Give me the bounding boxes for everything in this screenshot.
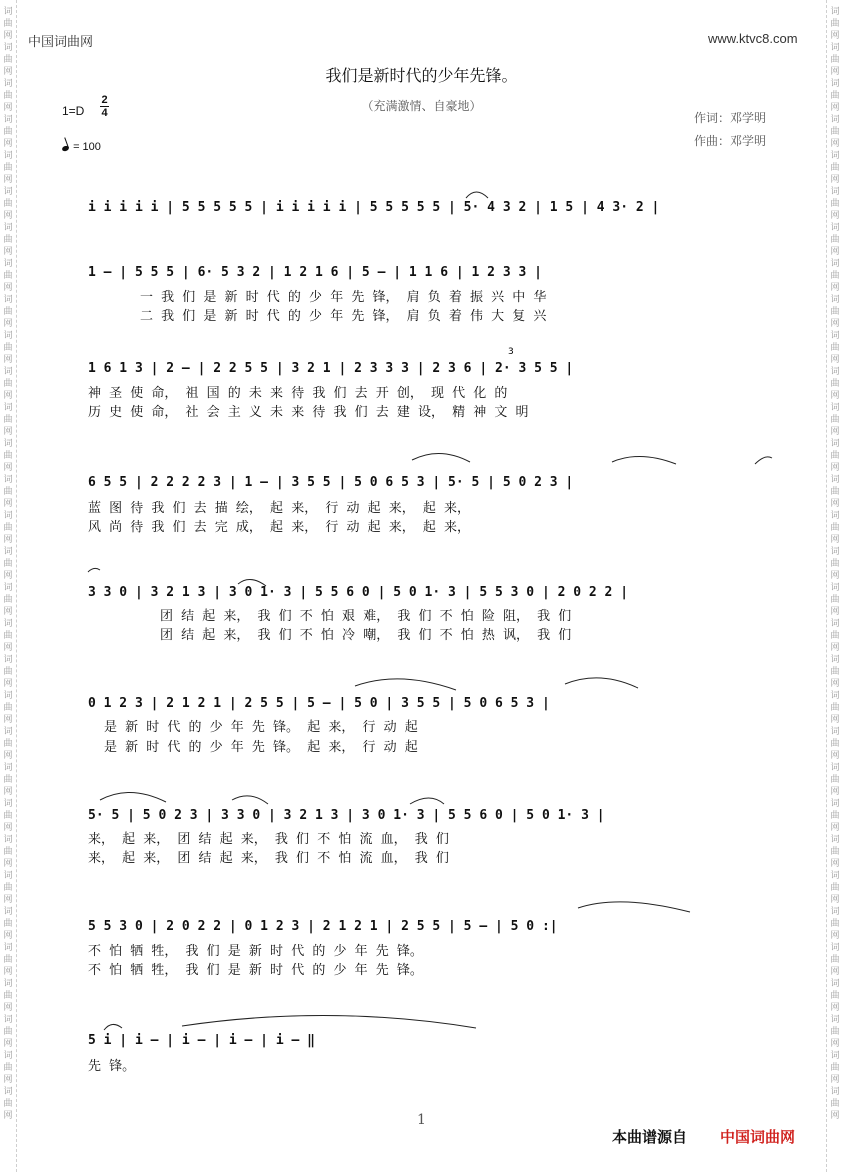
lyricist-credit: 作词：邓学明 <box>694 111 767 125</box>
source-label: 本曲谱源自 <box>612 1128 688 1146</box>
triplet-mark: 3 <box>508 347 514 357</box>
system-5-lyric-1: 团 结 起 来， 我 们 不 怕 艰 难， 我 们 不 怕 险 阻， 我 们 <box>160 609 572 624</box>
slur-mark <box>578 902 690 912</box>
slur-mark <box>612 456 676 464</box>
slur-mark <box>104 1024 122 1030</box>
right-watermark-text: 词曲网词曲网词曲网词曲网词曲网词曲网词曲网词曲网词曲网词曲网词曲网词曲网词曲网词曲网词曲网词曲网词曲网词曲网词曲网词曲网词曲网词曲网词曲网词曲网词曲网词曲网词曲网词曲网词曲网词曲网词曲网 <box>830 7 840 1121</box>
system-2-notes: 1 – | 5 5 5 | 6· 5 3 2 | 1 2 1 6 | 5 – | 1 1 6 | 1 2 3 3 | <box>88 265 542 280</box>
key-signature: 1=D <box>62 104 85 118</box>
system-8-lyric-2: 不 怕 牺 牲， 我 们 是 新 时 代 的 少 年 先 锋。 <box>88 963 423 978</box>
system-6-lyric-2: 是 新 时 代 的 少 年 先 锋。 起 来， 行 动 起 <box>104 740 418 755</box>
page-number: 1 <box>417 1112 426 1128</box>
system-5-lyric-2: 团 结 起 来， 我 们 不 怕 冷 嘲， 我 们 不 怕 热 讽， 我 们 <box>160 628 572 643</box>
system-2-lyric-2: 二 我 们 是 新 时 代 的 少 年 先 锋， 肩 负 着 伟 大 复 兴 <box>140 309 547 324</box>
system-7-lyric-2: 来， 起 来， 团 结 起 来， 我 们 不 怕 流 血， 我 们 <box>88 851 449 866</box>
song-subtitle: （充满激情、自豪地） <box>361 99 482 113</box>
system-9-notes: 5 i | i – | i – | i – | i – ‖ <box>88 1033 315 1048</box>
slur-mark <box>355 679 456 690</box>
system-9-lyric-1: 先 锋。 <box>88 1059 136 1074</box>
site-name: 中国词曲网 <box>28 35 94 50</box>
system-5-notes: 3 3 0 | 3 2 1 3 | 3 0 1· 3 | 5 5 6 0 | 5 0 1· 3 | 5 5 3 0 | 2 0 2 2 | <box>88 585 629 600</box>
time-denominator: 4 <box>101 107 108 119</box>
slur-mark <box>755 457 772 464</box>
system-4-lyric-1: 蓝 图 待 我 们 去 描 绘， 起 来， 行 动 起 来， 起 来， <box>88 501 470 516</box>
slur-mark <box>88 568 100 572</box>
system-7-notes: 5· 5 | 5 0 2 3 | 3 3 0 | 3 2 1 3 | 3 0 1· 3 | 5 5 6 0 | 5 0 1· 3 | <box>88 808 605 823</box>
system-7-lyric-1: 来， 起 来， 团 结 起 来， 我 们 不 怕 流 血， 我 们 <box>88 832 449 847</box>
system-1-notes: i i i i i | 5 5 5 5 5 | i i i i i | 5 5 5 5 5 | 5· 4 3 2 | 1 5 | 4 3· 2 | <box>88 200 660 215</box>
system-6-lyric-1: 是 新 时 代 的 少 年 先 锋。 起 来， 行 动 起 <box>104 720 418 735</box>
system-2-lyric-1: 一 我 们 是 新 时 代 的 少 年 先 锋， 肩 负 着 振 兴 中 华 <box>140 290 547 305</box>
system-6-notes: 0 1 2 3 | 2 1 2 1 | 2 5 5 | 5 – | 5 0 | 3 5 5 | 5 0 6 5 3 | <box>88 696 550 711</box>
composer-credit: 作曲：邓学明 <box>694 134 767 148</box>
system-4-lyric-2: 风 尚 待 我 们 去 完 成， 起 来， 行 动 起 来， 起 来， <box>88 520 470 535</box>
slur-mark <box>100 792 166 802</box>
time-numerator: 2 <box>101 94 108 106</box>
slur-mark <box>182 1015 476 1028</box>
slur-mark <box>466 192 488 198</box>
tempo-value: = 100 <box>73 141 101 153</box>
system-8-lyric-1: 不 怕 牺 牲， 我 们 是 新 时 代 的 少 年 先 锋。 <box>88 944 423 959</box>
system-8-notes: 5 5 3 0 | 2 0 2 2 | 0 1 2 3 | 2 1 2 1 | 2 5 5 | 5 – | 5 0 :| <box>88 919 558 934</box>
slur-mark <box>232 796 268 804</box>
left-watermark-text: 词曲网词曲网词曲网词曲网词曲网词曲网词曲网词曲网词曲网词曲网词曲网词曲网词曲网词曲网词曲网词曲网词曲网词曲网词曲网词曲网词曲网词曲网词曲网词曲网词曲网词曲网词曲网词曲网词曲网词曲网词曲网 <box>3 7 13 1121</box>
source-site-link[interactable]: 中国词曲网 <box>720 1128 796 1146</box>
system-4-notes: 6 5 5 | 2 2 2 2 3 | 1 – | 3 5 5 | 5 0 6 5 3 | 5· 5 | 5 0 2 3 | <box>88 475 574 490</box>
system-3-lyric-1: 神 圣 使 命， 祖 国 的 未 来 待 我 们 去 开 创， 现 代 化 的 <box>88 386 508 401</box>
site-url[interactable]: www.ktvc8.com <box>708 31 798 46</box>
slur-mark <box>412 453 470 462</box>
song-title: 我们是新时代的少年先锋。 <box>325 66 518 85</box>
slur-mark <box>238 579 266 586</box>
slur-mark <box>565 678 638 688</box>
system-3-notes: 1 6 1 3 | 2 – | 2 2 5 5 | 3 2 1 | 2 3 3 3 | 2 3 6 | 2· 3 5 5 | <box>88 361 574 376</box>
system-3-lyric-2: 历 史 使 命， 社 会 主 义 未 来 待 我 们 去 建 设， 精 神 文 明 <box>88 405 529 420</box>
slur-mark <box>410 798 444 804</box>
